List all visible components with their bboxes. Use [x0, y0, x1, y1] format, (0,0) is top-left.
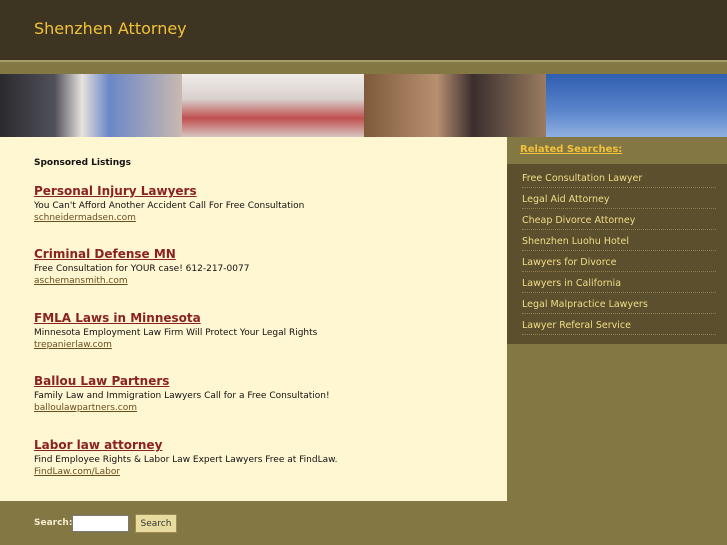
listing-title-link[interactable]: Criminal Defense MN [34, 247, 176, 261]
listing-title-link[interactable]: Ballou Law Partners [34, 374, 170, 388]
listing-item [34, 374, 494, 413]
related-search-link[interactable]: Lawyer Referal Service [522, 320, 631, 331]
related-searches-list [507, 164, 727, 344]
search-button[interactable]: Search [135, 514, 177, 533]
banner-image-strip [0, 74, 727, 137]
search-footer [0, 501, 727, 545]
related-search-link[interactable]: Legal Aid Attorney [522, 194, 610, 205]
related-searches-header [507, 137, 727, 164]
listing-item [34, 438, 494, 477]
header-band [0, 62, 727, 74]
listing-url-link[interactable]: balloulawpartners.com [34, 403, 137, 413]
sponsored-listings-heading: Sponsored Listings [34, 158, 131, 168]
related-search-item[interactable] [522, 209, 716, 230]
related-search-item[interactable] [522, 293, 716, 314]
listing-title-link[interactable]: Labor law attorney [34, 438, 163, 452]
related-search-link[interactable]: Legal Malpractice Lawyers [522, 299, 648, 310]
related-search-link[interactable]: Lawyers in California [522, 278, 622, 289]
related-searches-heading: Related Searches: [520, 144, 623, 155]
related-search-link[interactable]: Free Consultation Lawyer [522, 173, 643, 184]
search-input[interactable] [72, 515, 129, 532]
main-content [0, 137, 507, 501]
related-search-item[interactable] [522, 167, 716, 188]
related-search-link[interactable]: Shenzhen Luohu Hotel [522, 236, 629, 247]
related-search-link[interactable]: Cheap Divorce Attorney [522, 215, 636, 226]
related-search-item[interactable] [522, 188, 716, 209]
related-search-item[interactable] [522, 272, 716, 293]
listing-url-link[interactable]: aschemansmith.com [34, 276, 128, 286]
search-label: Search: [34, 518, 73, 528]
listing-item [34, 184, 494, 223]
banner-photo-attorney-phone [364, 74, 546, 137]
listing-url-link[interactable]: FindLaw.com/Labor [34, 467, 121, 477]
listing-url-link[interactable]: trepanierlaw.com [34, 340, 112, 350]
listing-title-link[interactable]: FMLA Laws in Minnesota [34, 311, 201, 325]
listing-description: Minnesota Employment Law Firm Will Protect Your Legal Rights [34, 328, 318, 338]
listing-description: Free Consultation for YOUR case! 612-217-0077 [34, 264, 250, 274]
related-search-item[interactable] [522, 314, 716, 335]
related-search-item[interactable] [522, 230, 716, 251]
listing-title-link[interactable]: Personal Injury Lawyers [34, 184, 197, 198]
banner-photo-gavel [182, 74, 364, 137]
listing-description: Family Law and Immigration Lawyers Call for a Free Consultation! [34, 391, 330, 401]
banner-photo-lawyers [0, 74, 182, 137]
related-search-item[interactable] [522, 251, 716, 272]
listing-description: You Can't Afford Another Accident Call For Free Consultation [34, 201, 305, 211]
listing-item [34, 311, 494, 350]
listing-url-link[interactable]: schneidermadsen.com [34, 213, 136, 223]
site-header [0, 0, 727, 60]
related-search-link[interactable]: Lawyers for Divorce [522, 257, 617, 268]
banner-photo-justice-statue [546, 74, 727, 137]
listing-item [34, 247, 494, 286]
site-title[interactable]: Shenzhen Attorney [34, 19, 187, 38]
listing-description: Find Employee Rights & Labor Law Expert Lawyers Free at FindLaw. [34, 455, 338, 465]
